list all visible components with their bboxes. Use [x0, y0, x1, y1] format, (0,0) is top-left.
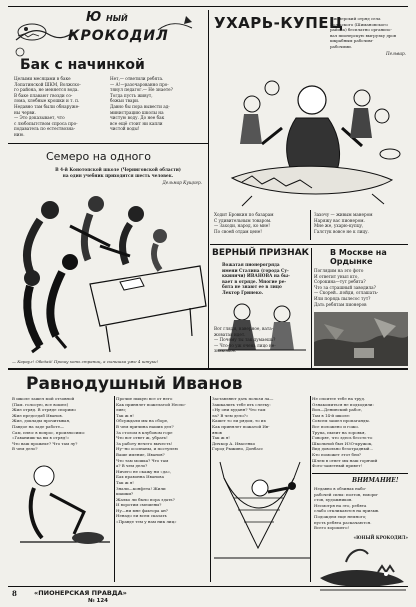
text-line: Ознакомиться не подходили:	[312, 401, 374, 407]
top-rule	[8, 6, 408, 7]
text-line: Зашкалить тебе ить слегку:	[212, 401, 271, 407]
text-line: Школьной был ИЗО-кружок,	[312, 440, 373, 446]
text-line: Что ваш прожект? Что там лу?	[12, 440, 78, 446]
text-line: Бах правонна Иванова	[116, 474, 164, 480]
text-line: вает в отряде. Многие ре-	[222, 278, 287, 284]
text-line: все ещё стоит ни капли	[110, 120, 163, 126]
verny-title: ВЕРНЫЙ ПРИЗНАК	[212, 248, 310, 258]
ravnodushny-column-4	[312, 396, 408, 469]
semero-lead-1: В 4-й Конотопской школе (Черниговской области)	[55, 167, 181, 172]
masthead-word2: КРОКОДИЛ	[68, 28, 169, 44]
text-line: Захочу — живым манером	[314, 212, 373, 217]
text-line: ны черви.	[14, 109, 36, 115]
text-line: Как принялет пожатой Ив-	[212, 423, 270, 429]
text-line: а? В чем дело?	[116, 463, 148, 469]
text-line: Ничего не скажу ни «да»,	[116, 468, 172, 474]
text-line: шашки?	[116, 491, 134, 497]
text-line: Недавно там были обнаруже-	[14, 103, 80, 109]
uhar-body	[330, 16, 408, 50]
text-line: с любопытством спроса про-	[14, 120, 78, 126]
text-line: Что там мошка? Что там	[116, 457, 169, 463]
text-line: Ваше имение, Иванов?	[116, 451, 165, 457]
text-line: подаватель по естествозна-	[14, 126, 76, 132]
text-line: Сам, плюс в вопрос, произносимо:	[12, 429, 86, 435]
text-line: (Пам. голосую, все вошел)	[12, 401, 69, 407]
text-line: Вид довольно безотрадный...	[312, 446, 374, 452]
text-line: Давно бы пора вывести ад-	[110, 103, 170, 109]
text-line: го района, не меняется вода.	[14, 87, 79, 93]
text-line: Трупа, пылит на зоровья,	[312, 429, 366, 435]
text-line: рабочей силы: поэтов, юмори-	[314, 491, 379, 497]
ravnodushny-figure-hammock	[214, 458, 310, 568]
vnimanie-body	[314, 486, 408, 531]
semero-caption: — Караул! Обедай! Прошу хоть страниц, а сынишка уже 4 штуки!	[12, 359, 159, 364]
text-line: — Это доказывает, что	[14, 115, 65, 121]
ravnodushny-column-2	[116, 396, 208, 525]
text-line: шкрабным рабочим-	[330, 38, 374, 44]
text-line: Жил председаб Иванов.	[12, 412, 63, 418]
ravnodushny-title: Равнодушный Иванов	[26, 374, 243, 394]
rule-verny-moskva	[311, 248, 312, 368]
text-line: Вот гляди, наверное, вата-	[214, 326, 274, 331]
footer-page-number: 8	[12, 589, 17, 598]
bak-title: Бак с начинкой	[20, 57, 145, 73]
text-line: божьи твари.	[110, 98, 140, 104]
text-line: Ну--но осознаны, и поступлю	[116, 446, 179, 452]
uhar-signature: Пельвар.	[385, 51, 406, 56]
semero-signature: Дельмар Кущкер.	[162, 180, 202, 185]
text-line: Несмотря на это, ребята	[314, 502, 367, 508]
text-line: бята не знают ее в лицо	[222, 284, 282, 290]
rule-verse-divider	[310, 210, 311, 240]
vnimanie-title: ВНИМАНИЕ!	[352, 477, 399, 484]
footer-issue-number: № 124	[88, 598, 109, 604]
text-line: Ненадо ли всем сказать	[116, 513, 167, 519]
text-line: — А!—разочарованно про-	[110, 81, 169, 87]
semero-lead-2: на один учебник приходится шесть человек.	[62, 173, 174, 178]
text-line: Что вот ответ ж, убрать!	[116, 435, 168, 441]
text-line: — Почему ты так думаешь?	[214, 337, 276, 343]
text-line: Дать ребятам пионеров	[314, 301, 367, 307]
text-line: Так ж я!	[116, 412, 134, 418]
text-line: Так ж я!	[116, 479, 134, 485]
text-line: Что за страшный заводила?	[314, 284, 376, 290]
text-line: Жил, доклады прочитывая,	[12, 418, 71, 424]
text-line: Мне же, ухарю-купцу,	[314, 223, 364, 229]
vnimanie-signature: «ЮНЫЙ КРОКОДИЛ»	[353, 535, 408, 540]
text-line: слабо откликаются на призыв.	[314, 508, 380, 514]
rule-rav-col4-bottom	[312, 473, 408, 474]
text-line: Дпчкор А. Ивасенко	[212, 440, 256, 446]
moskva-photo	[314, 312, 408, 366]
text-line: Недавно в обзинах набо-	[314, 486, 367, 491]
text-line: Или порядь пылесос тут?	[314, 295, 371, 301]
masthead-word1: НЫЙ	[106, 14, 128, 23]
ravnodushny-column-1	[12, 396, 114, 452]
text-line: Воп—Денинский работ,	[312, 407, 363, 413]
text-line: В чем причина наших дел?	[116, 423, 174, 429]
text-line: Подождем еще немного;	[314, 513, 367, 519]
footer-newspaper-name: «ПИОНЕРСКАЯ ПРАВДА»	[34, 589, 127, 597]
verny-dialog	[214, 326, 310, 354]
text-line: знакомое.	[214, 348, 237, 354]
text-line: министрацию школы на	[110, 109, 164, 115]
text-line: В чем дело?	[12, 446, 38, 452]
moskva-body	[314, 268, 410, 307]
rule-vertical-upper	[208, 10, 209, 368]
moskva-photo-content	[314, 312, 408, 366]
semero-illustration	[10, 186, 206, 354]
text-line: пусть ребята раскачаются.	[314, 519, 372, 525]
moskva-title: В Москве на Ордынке	[330, 248, 387, 266]
rule-bak-bottom	[8, 143, 208, 144]
text-line: Сорокина—тут ребята?	[314, 279, 366, 285]
text-line: Город Рыжино, Донбасс	[212, 446, 264, 452]
text-line: Жил отряд. В отряде споримо	[12, 407, 76, 413]
text-line: Фото-заметный привет!	[312, 463, 363, 469]
uhar-illustration	[212, 58, 408, 208]
text-line: По своей отдам цене!	[214, 228, 262, 234]
text-line: Все положено и гожо.	[312, 423, 360, 429]
rule-rav-col2	[210, 396, 211, 582]
ravnodushny-figure-left	[14, 454, 114, 554]
text-line: Павдое на заде работе—	[12, 423, 64, 429]
text-line: тянул педагог.— Не знаете?	[110, 87, 173, 93]
uhar-verse-left	[214, 212, 310, 234]
text-line: В школе зашел мой отзовной	[12, 396, 75, 401]
text-line: района) бесплатно организо-	[330, 27, 392, 33]
text-line: Прочие пыкую все от него	[116, 396, 173, 401]
masthead-prefix: Ю	[86, 10, 102, 25]
text-line: стов, художников.	[314, 497, 353, 503]
text-line: — Что-то уж очень лицо не-	[214, 342, 276, 348]
text-line: янов	[212, 429, 222, 435]
uhar-title: УХАРЬ-КУПЕЦ	[214, 14, 344, 32]
text-line: чистой воды!	[110, 126, 140, 132]
verny-body	[222, 262, 310, 296]
text-line: ла? В чем дело?»	[212, 412, 249, 418]
text-line: Не споитее тебе на труд.	[312, 396, 366, 401]
text-line: Поглядим на это фото	[314, 268, 364, 273]
bak-column-1	[14, 76, 106, 138]
ravnodushny-column-3	[212, 396, 308, 452]
text-line: нию.	[14, 131, 25, 137]
text-line: Знали—конфета! Жили	[116, 485, 166, 491]
rule-rav-col1	[114, 396, 115, 582]
text-line: Совсем зашел пропаганды.	[312, 418, 370, 424]
text-line: Кто поможет этот беи?	[312, 451, 362, 457]
text-line: Пионерский отряд села	[330, 16, 381, 21]
text-line: Обсуждали мы на сборе,	[116, 418, 169, 424]
text-line: Всего хорошего!	[314, 525, 350, 531]
text-line: Волжского (Шимановского	[330, 21, 388, 27]
text-line: Наряжу вас пионером.	[314, 217, 365, 223]
text-line: Галстук вовсе не к лицу.	[314, 228, 369, 234]
text-line: Жалко ли было пора здать?	[116, 496, 175, 502]
text-line: За столом в клубовом горе	[116, 429, 173, 435]
semero-title: Семеро на одного	[46, 150, 151, 163]
text-line: За работу нечего вычесть!	[116, 440, 173, 446]
masthead	[8, 10, 208, 58]
text-line: лию;	[116, 407, 127, 413]
text-line: — Скорей...пойди, оглашать-	[314, 290, 379, 296]
text-line: вал пионерскую выгрузку дров	[330, 32, 397, 38]
text-line: С удивительным товаром.	[214, 217, 272, 223]
bak-column-2	[110, 76, 206, 132]
rule-mid-page	[8, 368, 408, 370]
text-line: Шлем в ответ мы наш горячий	[312, 457, 378, 463]
text-line: Ну—ни мне фактора ан?	[116, 507, 168, 513]
text-line: Лопатинской ШКМ, Волжско-	[14, 81, 81, 87]
footer-rule	[8, 586, 408, 587]
text-line: «Правде тем у нам ник лиц»	[116, 519, 177, 525]
text-line: Как принялет пожелатой Неспо-	[116, 401, 186, 407]
text-line: И ответит уныл кто,	[314, 273, 359, 279]
text-line: Целыми месяцами в баке	[14, 76, 71, 81]
uhar-verse-right	[314, 212, 410, 234]
text-line: Заставляют дать пользи ла—	[212, 396, 274, 401]
text-line: Там в 14-й школе:	[312, 412, 351, 418]
text-line: Кашет то ли рядом, то их	[212, 418, 266, 424]
text-line: Тогда пусть живут,	[110, 92, 153, 98]
text-line: имени Сталина (города Су-	[222, 267, 289, 273]
text-line: Нет,— ответили ребята.	[110, 76, 164, 81]
rule-rav-col3	[310, 396, 311, 582]
text-line: Говорят, что здесь бессть-то	[312, 435, 373, 441]
text-line: — Заходи, народ, ко мне!	[214, 223, 270, 229]
text-line: Ходит Бровкин по базарам	[214, 212, 274, 217]
rule-uhar-bottom	[210, 244, 408, 245]
text-line: «Ну они худанн? Что там	[212, 407, 266, 413]
text-line: ккиничи) ИВАНОВА на бы-	[222, 273, 290, 279]
text-line: И воротим смешены?	[116, 502, 162, 508]
text-line: В баке плавают гвозди со-	[14, 92, 73, 98]
text-line: Вожатая пионерогряда	[222, 262, 280, 267]
text-line: Так ж я!	[212, 435, 230, 441]
text-line: рабочими.	[330, 43, 353, 49]
text-line: Лектор Гринеко.	[222, 289, 264, 295]
text-line: «Гаванишь-ка вы в отряд!»	[12, 435, 70, 441]
text-line: жоватая идет.	[214, 331, 246, 337]
text-line: чистую воду. До нее бак	[110, 115, 165, 121]
text-line: лома, хлебные крошки и т. п.	[14, 98, 80, 104]
